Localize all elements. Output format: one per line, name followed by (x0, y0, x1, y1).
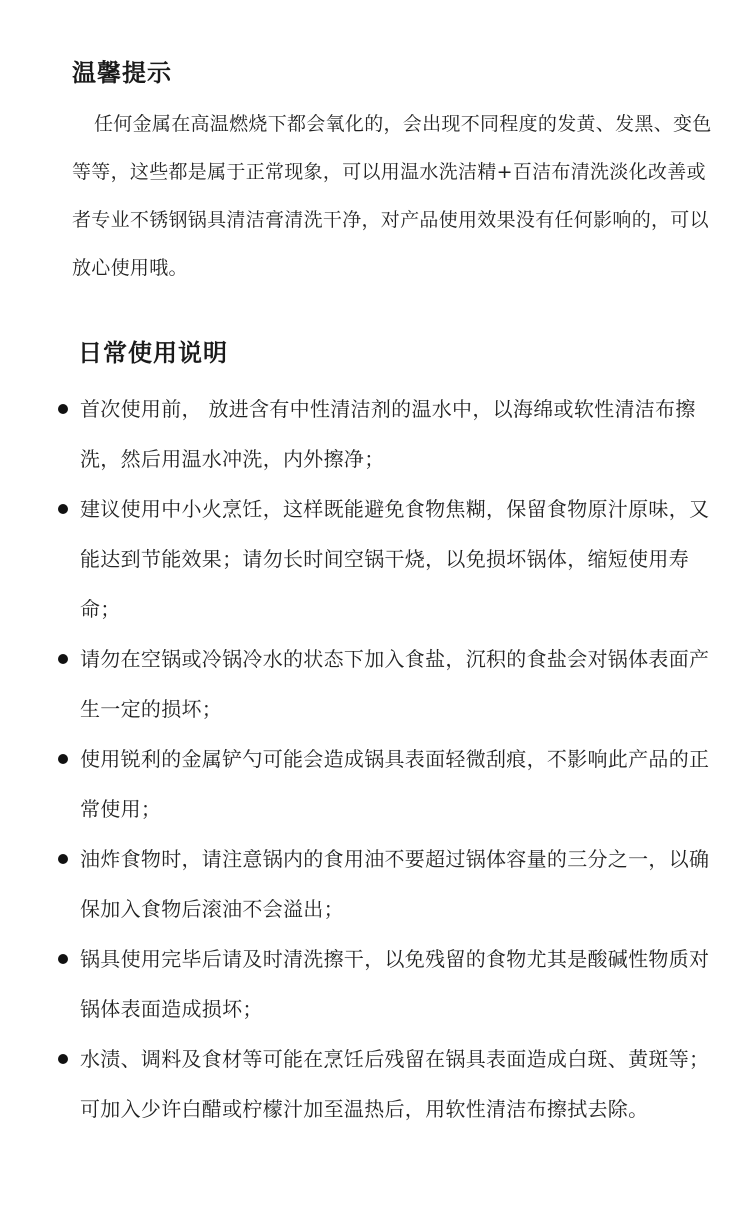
usage-section (58, 336, 718, 1134)
list-item-text: 水渍、调料及食材等可能在烹饪后残留在锅具表面造成白斑、黄斑等；可加入少许白醋或柠檬汁加至温热后，用软性清洁布擦拭去除。 (80, 1047, 710, 1121)
list-item (58, 834, 718, 934)
bullet-icon (58, 954, 68, 964)
list-item (58, 1034, 718, 1134)
list-item (58, 734, 718, 834)
list-item-text: 锅具使用完毕后请及时清洗擦干，以免残留的食物尤其是酸碱性物质对锅体表面造成损坏； (80, 947, 710, 1021)
list-item-text: 请勿在空锅或冷锅冷水的状态下加入食盐，沉积的食盐会对锅体表面产生一定的损坏； (80, 647, 710, 721)
bullet-icon (58, 854, 68, 864)
list-item-text: 使用锐利的金属铲勺可能会造成锅具表面轻微刮痕，不影响此产品的正常使用； (80, 747, 710, 821)
usage-title: 日常使用说明 (78, 339, 228, 367)
list-item-text: 首次使用前， 放进含有中性清洁剂的温水中，以海绵或软性清洁布擦洗，然后用温水冲洗，内外擦净； (80, 397, 696, 471)
list-item-text: 油炸食物时，请注意锅内的食用油不要超过锅体容量的三分之一，以确保加入食物后滚油不会溢出； (80, 847, 710, 921)
list-item (58, 634, 718, 734)
list-item (58, 384, 718, 484)
tips-title: 温馨提示 (72, 59, 172, 87)
bullet-icon (58, 504, 68, 514)
usage-list (58, 384, 718, 1134)
list-item (58, 484, 718, 634)
list-item-text: 建议使用中小火烹饪，这样既能避免食物焦糊，保留食物原汁原味，又能达到节能效果；请勿长时间空锅干烧，以免损坏锅体，缩短使用寿命； (80, 497, 710, 621)
tips-body: 任何金属在高温燃烧下都会氧化的，会出现不同程度的发黄、发黑、变色等等，这些都是属于正常现象，可以用温水洗洁精+百洁布清洗淡化改善或者专业不锈钢锅具清洁膏清洗干净，对产品使用效果没有任何影响的，可以放心使用哦。 (72, 113, 712, 279)
bullet-icon (58, 404, 68, 414)
bullet-icon (58, 1054, 68, 1064)
tips-section (72, 56, 712, 292)
bullet-icon (58, 754, 68, 764)
bullet-icon (58, 654, 68, 664)
list-item (58, 934, 718, 1034)
